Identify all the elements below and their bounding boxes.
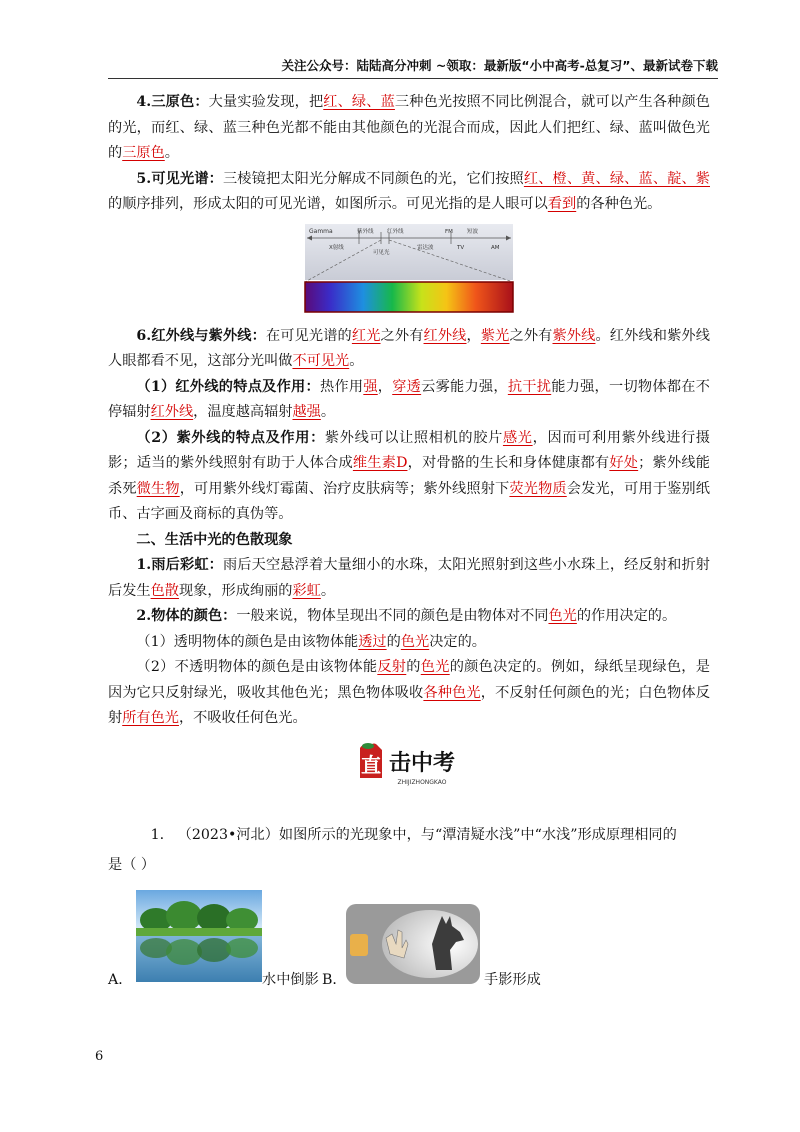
answer-text: 色散 <box>150 582 179 599</box>
text: 在可见光谱的 <box>265 327 352 344</box>
text: 热作用 <box>319 378 364 395</box>
tree-reflection <box>197 938 231 962</box>
tree <box>166 901 202 931</box>
paragraph-opaque-color <box>108 655 710 732</box>
answer-text: 红外线 <box>423 327 467 344</box>
option-a-label[interactable]: A． <box>108 971 133 988</box>
term-title: （1）红外线的特点及作用： <box>136 378 320 395</box>
text: 。 <box>164 145 179 161</box>
answer-text: 荧光物质 <box>509 480 567 497</box>
text: 。 <box>320 582 336 599</box>
text: ，因而可利用紫外线进行摄影；适当的紫外线照射有助于人体合成 <box>108 429 710 471</box>
text: 之外有 <box>509 327 553 344</box>
page-header: 关注公众号：陆陆高分冲刺 ~领取：最新版“小中高考-总复习”、最新试卷下载 <box>281 58 718 73</box>
term-title: 4.三原色： <box>136 94 209 110</box>
spectrum-label: AM <box>491 244 500 251</box>
question-1 <box>108 820 710 1004</box>
text: 的各种色光。 <box>576 196 662 212</box>
text: 。 <box>349 353 364 369</box>
term-title: 1.雨后彩虹： <box>136 557 223 573</box>
term-title: 5.可见光谱： <box>136 170 223 187</box>
text: 的颜色决定的。例如，绿纸呈现绿色，是因为它只反射绿光，吸收其他色光；黑色物体吸收 <box>108 659 710 701</box>
paragraph-object-color <box>108 604 710 630</box>
logo-subtitle: ZHIJIZHONGKAO <box>397 778 447 786</box>
option-b-image[interactable] <box>346 904 480 984</box>
text: 紫外线可以让照相机的胶片 <box>324 429 503 446</box>
spectrum-label: 雷达波 <box>417 244 434 251</box>
text: 现象，形成绚丽的 <box>178 582 293 599</box>
answer-text: 看到 <box>547 196 577 212</box>
text: 能力强，一切物体都在不停辐射 <box>108 378 710 420</box>
answer-text: 微生物 <box>136 480 180 497</box>
answer-text: 色光 <box>400 633 430 650</box>
text: ，温度越高辐射 <box>193 404 293 420</box>
lamp-icon <box>350 934 368 956</box>
option-b-caption: 手影形成 <box>484 971 541 988</box>
text: 会发光，可用于鉴别纸币、古字画及商标的真伪等。 <box>108 480 710 522</box>
text: 之外有 <box>380 327 424 344</box>
paragraph-infrared-ultraviolet <box>108 324 710 375</box>
question-stem <box>108 820 710 850</box>
text: 。红外线和紫外线人眼都看不见，这部分光叫做 <box>108 327 710 369</box>
question-text: （2023•河北）如图所示的光现象中，与“潭清疑水浅”中“水浅”形成原理相同的 <box>177 826 677 843</box>
answer-text: 三原色 <box>122 145 165 161</box>
option-a-image[interactable] <box>136 890 262 982</box>
question-stem-continued: 是（ ） <box>108 856 156 873</box>
paragraph-transparent-color <box>108 630 710 656</box>
text: ；紫外线能杀死 <box>108 455 710 497</box>
text: ，对骨骼的生长和身体健康都有 <box>407 455 610 471</box>
spectrum-label: FM <box>445 228 453 235</box>
text: ， <box>466 327 481 344</box>
question-options <box>108 884 710 1004</box>
answer-text: 强 <box>363 378 378 395</box>
text: ，可用紫外线灯霉菌、治疗皮肤病等；紫外线照射下 <box>179 480 510 497</box>
answer-text: 色光 <box>420 659 450 675</box>
text: 的顺序排列，形成太阳的可见光谱，如图所示。可见光指的是人眼可以 <box>108 196 548 212</box>
term-title: （2）紫外线的特点及作用： <box>136 429 325 446</box>
text: 大量实验发现，把 <box>208 94 324 110</box>
paragraph-ultraviolet-features <box>108 426 710 528</box>
answer-text: 越强 <box>292 404 321 420</box>
spectrum-label: 可见光 <box>373 249 390 256</box>
leaf-icon <box>362 743 374 749</box>
text: 三种色光按照不同比例混合，就可以产生各种颜色的光，而红、绿、蓝三种色光都不能由其他颜色的光混合而成，因此人们把红、绿、蓝叫做色光的 <box>108 94 710 161</box>
paragraph-three-primary-colors <box>108 90 710 167</box>
answer-text: 透过 <box>358 633 387 650</box>
spectrum-label: 紫外线 <box>357 228 374 235</box>
text: （1）透明物体的颜色是由该物体能 <box>136 633 359 650</box>
paragraph-visible-spectrum <box>108 167 710 218</box>
logo-area <box>108 740 710 800</box>
answer-text: 彩虹 <box>292 582 321 599</box>
option-b-label[interactable]: B． <box>322 971 347 988</box>
spectrum-label: TV <box>457 244 465 251</box>
term-title: 6.红外线与紫外线： <box>136 327 266 344</box>
text: 。 <box>320 404 336 420</box>
grass <box>136 928 262 936</box>
answer-text: 所有色光 <box>122 710 179 726</box>
tree-reflection <box>226 938 258 958</box>
option-a-caption: 水中倒影 <box>262 971 319 988</box>
answer-text: 不可见光 <box>292 353 350 369</box>
tree-reflection <box>166 939 202 965</box>
section-heading: 二、生活中光的色散现象 <box>136 531 293 548</box>
paragraph-rainbow <box>108 553 710 604</box>
logo-wordmark: 击中考 <box>388 749 456 776</box>
logo-seal-char: 直 <box>361 752 381 777</box>
text: 三棱镜把太阳光分解成不同颜色的光，它们按照 <box>222 170 524 187</box>
paragraph-infrared-features <box>108 375 710 426</box>
spectrum-background <box>305 224 513 280</box>
text: ，不反射任何颜色的光；白色物体反射 <box>108 684 710 726</box>
text: 一般来说，物体呈现出不同的颜色是由物体对不同 <box>236 608 549 624</box>
text: （2）不透明物体的颜色是由该物体能 <box>136 659 378 675</box>
text: 的作用决定的。 <box>576 608 677 624</box>
document-body <box>108 90 710 1004</box>
answer-text: 紫外线 <box>552 327 596 344</box>
text: 决定的。 <box>429 633 486 650</box>
answer-text: 维生素D <box>352 455 408 471</box>
answer-text: 穿透 <box>392 378 422 395</box>
text: 的 <box>406 659 421 675</box>
text: ，不吸收任何色光。 <box>178 710 307 726</box>
answer-text: 抗干扰 <box>507 378 552 395</box>
answer-text: 红光 <box>351 327 381 344</box>
spectrum-label: X射线 <box>329 244 344 251</box>
spectrum-label: Gamma <box>309 227 333 235</box>
spectrum-figure <box>301 224 517 316</box>
text: 雨后天空悬浮着大量细小的水珠，太阳光照射到这些小水珠上，经反射和折射后发生 <box>108 557 710 599</box>
question-number: 1. <box>150 826 165 843</box>
visible-spectrum-band <box>305 282 513 312</box>
text: 云雾能力强， <box>421 378 508 395</box>
term-title: 2.物体的颜色： <box>136 608 237 624</box>
answer-text: 反射 <box>377 659 407 675</box>
answer-text: 红外线 <box>150 404 194 420</box>
answer-text: 红、橙、黄、绿、蓝、靛、紫 <box>523 170 710 187</box>
header-rule <box>108 78 718 79</box>
answer-text: 色光 <box>548 608 577 624</box>
answer-text: 紫光 <box>480 327 510 344</box>
text: ， <box>377 378 393 395</box>
page-number: 6 <box>95 1049 104 1064</box>
spectrum-label: 红外线 <box>387 228 404 235</box>
answer-text: 好处 <box>609 455 639 471</box>
text: 的 <box>386 633 401 650</box>
answer-text: 红、绿、蓝 <box>323 94 395 110</box>
answer-text: 各种色光 <box>423 684 481 701</box>
answer-text: 感光 <box>502 429 533 446</box>
zhijizhongkao-logo <box>354 740 464 792</box>
tree <box>197 904 231 932</box>
spectrum-label: 短波 <box>467 228 479 235</box>
